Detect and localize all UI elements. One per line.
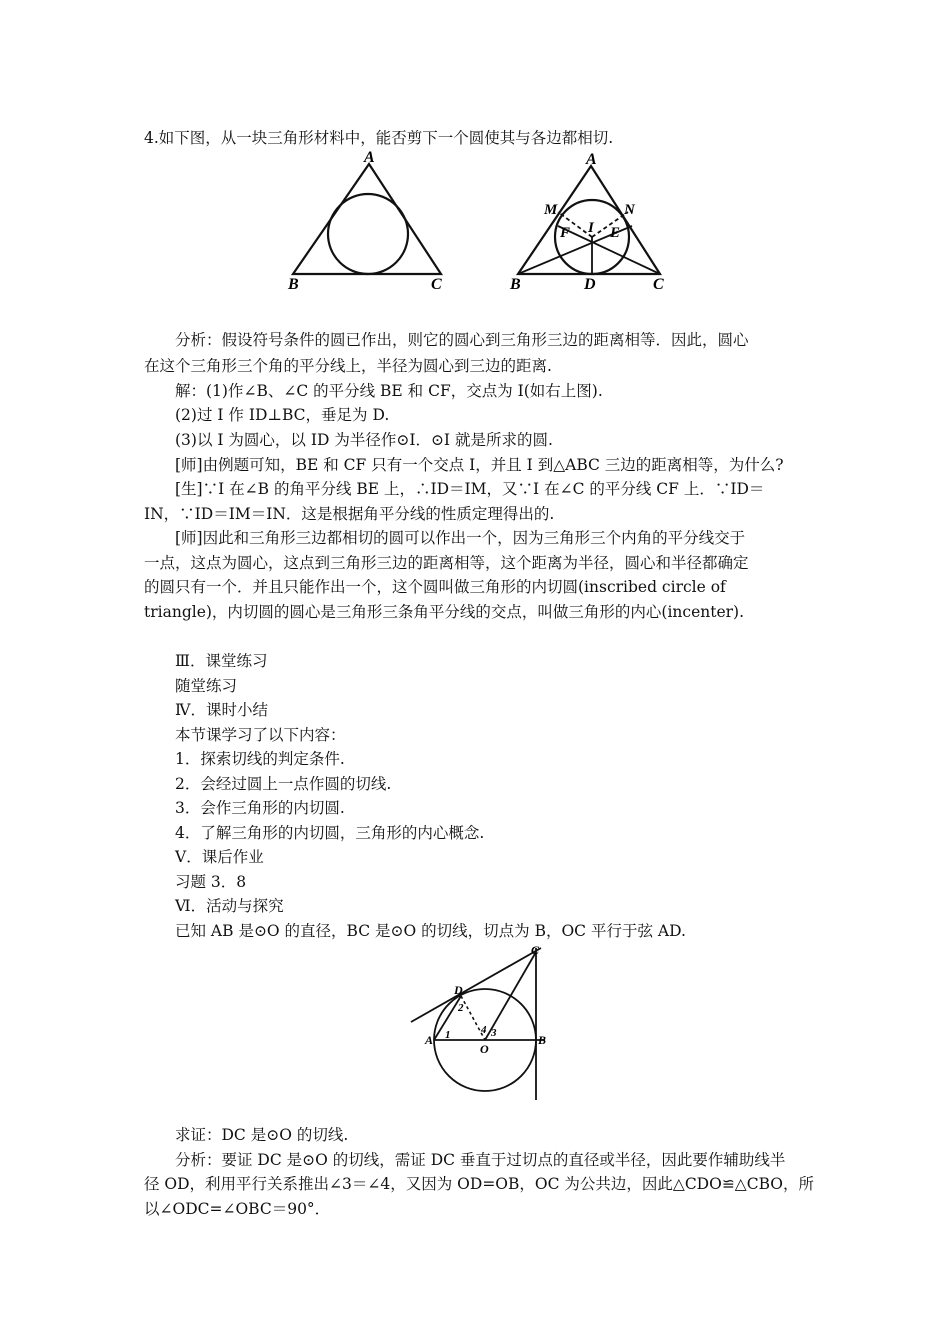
teacher-question: [师]由例题可知，BE 和 CF 只有一个交点 I，并且 I 到△ABC 三边的距离相等，为什么? [175, 456, 784, 474]
student-answer-line-2: IN，∵ID＝IM＝IN．这是根据角平分线的性质定理得出的. [144, 505, 555, 523]
incircle-triangle-figure [280, 146, 460, 294]
solution-step-2: (2)过 I 作 ID⊥BC，垂足为 D. [175, 406, 390, 424]
label-c: C [531, 943, 540, 957]
angle-bisector-triangle-figure [500, 146, 680, 296]
student-answer-line-1: [生]∵I 在∠B 的角平分线 BE 上，∴ID＝IM，又∵I 在∠C 的平分线 CF 上．∵ID＝ [175, 480, 765, 498]
label-c: C [431, 276, 442, 293]
solution-step-3: (3)以 I 为圆心，以 ID 为半径作⊙I．⊙I 就是所求的圆. [175, 431, 553, 449]
label-3: 3 [491, 1027, 497, 1039]
tangent-circle-figure [405, 940, 555, 1102]
section-6-heading: Ⅵ．活动与探究 [175, 897, 284, 915]
summary-item-4: 4．了解三角形的内切圆，三角形的内心概念. [175, 824, 485, 842]
activity-statement: 已知 AB 是⊙O 的直径，BC 是⊙O 的切线，切点为 B，OC 平行于弦 AD. [175, 922, 686, 940]
teacher-explanation-line-1: [师]因此和三角形三边都相切的圆可以作出一个，因为三角形三个内角的平分线交于 [175, 529, 746, 547]
label-d: D [454, 983, 463, 997]
label-m: M [544, 202, 558, 218]
summary-item-3: 3．会作三角形的内切圆. [175, 799, 345, 817]
summary-intro: 本节课学习了以下内容： [175, 726, 346, 744]
teacher-explanation-line-4: triangle)，内切圆的圆心是三角形三条角平分线的交点，叫做三角形的内心(incenter). [144, 603, 745, 621]
summary-item-2: 2．会经过圆上一点作圆的切线. [175, 775, 392, 793]
label-a: A [364, 149, 375, 166]
teacher-explanation-line-3: 的圆只有一个．并且只能作出一个，这个圆叫做三角形的内切圆(inscribed circle of [144, 578, 726, 596]
teacher-explanation-line-2: 一点，这点为圆心，这点到三角形三边的距离相等，这个距离为半径，圆心和半径都确定 [144, 554, 749, 572]
label-n: N [624, 202, 635, 218]
label-f: F [560, 225, 571, 241]
label-e: E [610, 225, 621, 241]
homework-item: 习题 3．8 [175, 873, 247, 891]
summary-item-1: 1．探索切线的判定条件. [175, 750, 345, 768]
activity-analysis-line-1: 分析：要证 DC 是⊙O 的切线，需证 DC 垂直于过切点的直径或半径，因此要作辅助线半 [175, 1151, 786, 1169]
solution-step-1: 解：(1)作∠B、∠C 的平分线 BE 和 CF，交点为 I(如右上图). [175, 382, 603, 400]
problem-4-statement: 4.如下图，从一块三角形材料中，能否剪下一个圆使其与各边都相切. [144, 129, 614, 147]
activity-analysis-line-2: 径 OD，利用平行关系推出∠3＝∠4，又因为 OD=OB，OC 为公共边，因此△CDO≌△CBO，所 [144, 1175, 814, 1193]
label-i: I [588, 220, 594, 236]
label-b: B [288, 276, 299, 293]
label-b: B [538, 1033, 547, 1047]
label-b: B [510, 276, 521, 293]
label-2: 2 [458, 1002, 464, 1014]
label-a: A [425, 1033, 434, 1047]
label-4: 4 [481, 1024, 487, 1036]
analysis-line-1: 分析：假设符号条件的圆已作出，则它的圆心到三角形三边的距离相等．因此，圆心 [175, 331, 749, 349]
section-3-heading: Ⅲ．课堂练习 [175, 652, 268, 670]
label-d: D [584, 276, 596, 293]
label-o: O [480, 1042, 489, 1056]
label-c: C [653, 276, 664, 293]
section-4-heading: Ⅳ．课时小结 [175, 701, 268, 719]
activity-analysis-line-3: 以∠ODC=∠OBC＝90°． [144, 1200, 331, 1218]
section-5-heading: Ⅴ．课后作业 [175, 848, 264, 866]
label-a: A [586, 151, 597, 168]
section-3-item: 随堂练习 [175, 677, 238, 695]
prove-statement: 求证：DC 是⊙O 的切线. [175, 1126, 349, 1144]
label-1: 1 [445, 1029, 451, 1041]
analysis-line-2: 在这个三角形三个角的平分线上，半径为圆心到三边的距离. [144, 357, 552, 375]
